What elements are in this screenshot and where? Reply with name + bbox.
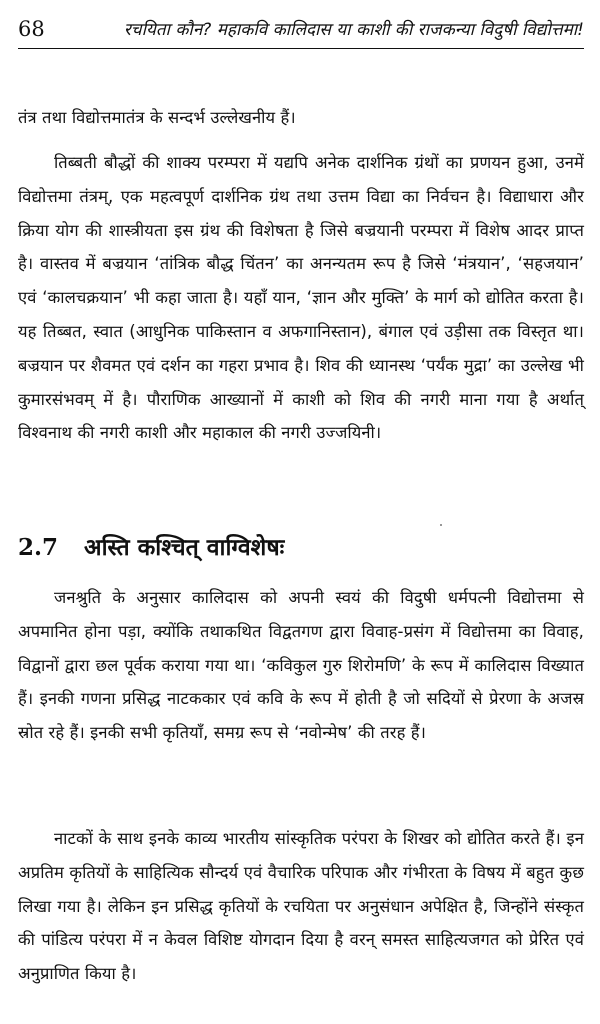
page-number: 68 (18, 17, 45, 41)
paragraph-kalidasa-works: नाटकों के साथ इनके काव्य भारतीय सांस्कृतिक परंपरा के शिखर को द्योतित करते हैं। इन अप्रतिम कृतियों के साहित्यिक सौन्दर्य एवं वैचारिक परिपाक और गंभीरता के विषय में बहुत कुछ लिखा गया है। लेकिन इन प्रसिद्ध कृतियों के रचयिता पर अनुसंधान अपेक्षित है, जिन्होंने संस्कृत की पांडित्य परंपरा में न केवल विशिष्ट योगदान दिया है वरन् समस्त साहित्यजगत को प्रेरित एवं अनुप्राणित किया है। (18, 829, 584, 984)
paragraph-continuation: तंत्र तथा विद्योत्तमातंत्र के सन्दर्भ उल्लेखनीय हैं। (18, 108, 296, 127)
section-heading (18, 530, 284, 566)
section-number: 2.7 (18, 534, 59, 561)
book-page (18, 0, 584, 1024)
print-speck (440, 524, 442, 526)
paragraph-kalidasa-legend: जनश्रुति के अनुसार कालिदास को अपनी स्वयं की विदुषी धर्मपत्नी विद्योत्तमा से अपमानित होना पड़ा, क्योंकि तथाकथित विद्वतगण द्वारा विवाह-प्रसंग में विद्योत्तमा का विवाह, विद्वानों द्वारा छल पूर्वक कराया गया था। ‘कविकुल गुरु शिरोमणि’ के रूप में कालिदास विख्यात हैं। इनकी गणना प्रसिद्ध नाटककार एवं कवि के रूप में होती है जो सदियों से प्रेरणा के अजस्र स्रोत रहे हैं। इनकी सभी कृतियाँ, समग्र रूप से ‘नवोन्मेष’ की तरह हैं। (18, 588, 584, 743)
section-title: अस्ति कश्चित् वाग्विशेषः (84, 535, 285, 561)
running-header (18, 14, 584, 49)
running-header-title: रचयिता कौन? महाकवि कालिदास या काशी की राजकन्या विदुषी विद्योत्तमा! (123, 20, 584, 40)
paragraph-tibetan-buddhism: तिब्बती बौद्धों की शाक्य परम्परा में यद्यपि अनेक दार्शनिक ग्रंथों का प्रणयन हुआ, उनमें विद्योत्तमा तंत्रम्, एक महत्वपूर्ण दार्शनिक ग्रंथ तथा उत्तम विद्या का निर्वचन है। विद्याधारा और क्रिया योग की शास्त्रीयता इस ग्रंथ की विशेषता है जिसे बज्रयानी परम्परा में विशेष आदर प्राप्त है। वास्तव में बज्रयान ‘तांत्रिक बौद्ध चिंतन’ का अनन्यतम रूप है जिसे ‘मंत्रयान’, ‘सहजयान’ एवं ‘कालचक्रयान’ भी कहा जाता है। यहाँ यान, ‘ज्ञान और मुक्ति’ के मार्ग को द्योतित करता है। यह तिब्बत, स्वात (आधुनिक पाकिस्तान व अफगानिस्तान), बंगाल एवं उड़ीसा तक विस्तृत था। बज्रयान पर शैवमत एवं दर्शन का गहरा प्रभाव है। शिव की ध्यानस्थ ‘पर्यंक मुद्रा’ का उल्लेख भी कुमारसंभवम् में है। पौराणिक आख्यानों में काशी को शिव की नगरी माना गया है अर्थात् विश्वनाथ की नगरी काशी और महाकाल की नगरी उज्जयिनी। (18, 153, 584, 443)
